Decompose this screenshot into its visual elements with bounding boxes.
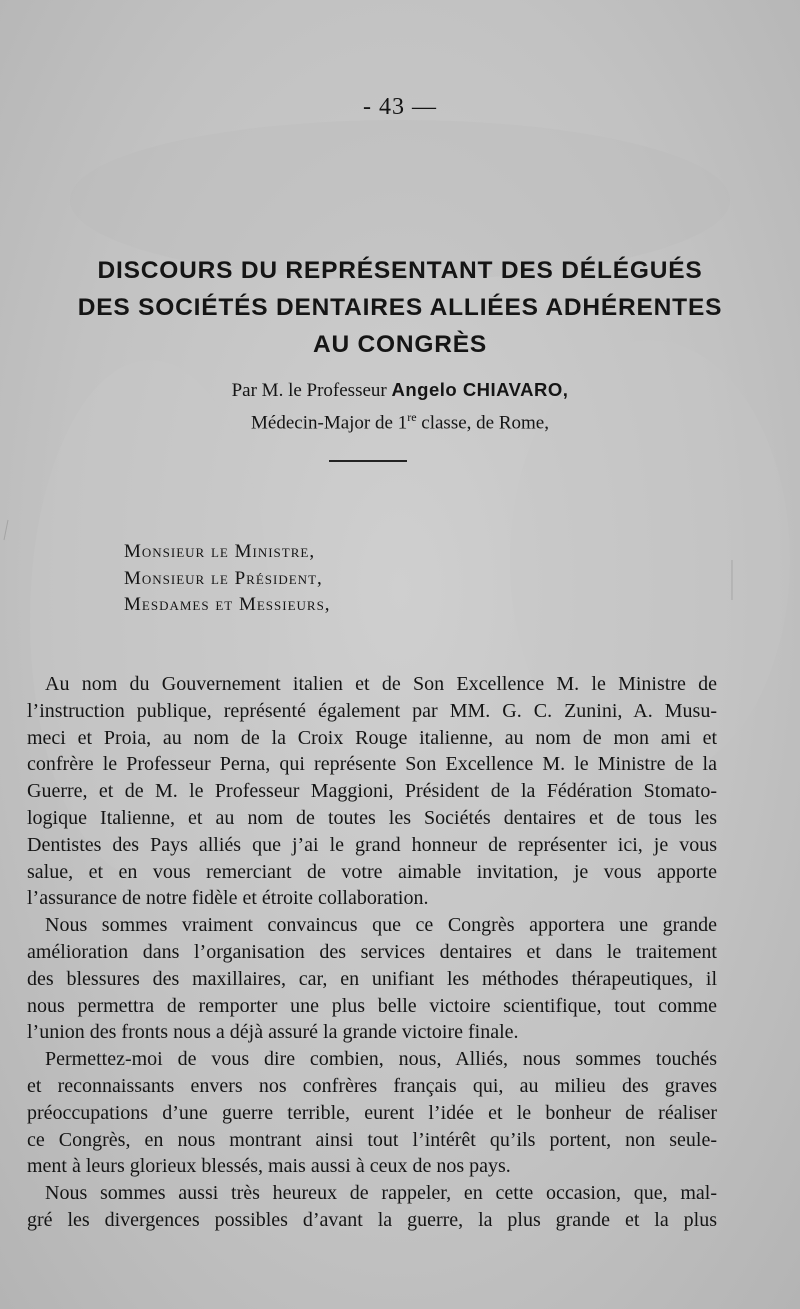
text-line: ment à leurs glorieux blessés, mais aussi à ceux de nos pays. [27, 1155, 511, 1178]
title-line: AU CONGRÈS [312, 331, 488, 358]
text-line: Dentistes des Pays alliés que j’ai le grand honneur de représenter ici, je vous [27, 833, 717, 856]
text-line: Permettez-moi de vous dire combien, nous, Alliés, nous sommes touchés [45, 1048, 717, 1071]
text-line: Guerre, et de M. le Professeur Maggioni, Président de la Fédération Stomato- [27, 780, 717, 803]
text-line: l’union des fronts nous a déjà assuré la grande victoire finale. [27, 1021, 519, 1044]
text-line: gré les divergences possibles d’avant la guerre, la plus grande et la plus [27, 1208, 717, 1231]
text-line: meci et Proia, au nom de la Croix Rouge italienne, au nom de mon ami et [27, 726, 717, 749]
text-line: amélioration dans l’organisation des services dentaires et dans le traitement [27, 940, 717, 963]
text-line: confrère le Professeur Perna, qui représente Son Excellence M. le Ministre de la [27, 753, 717, 776]
paragraph [27, 671, 717, 912]
text-line: Nous sommes vraiment convaincus que ce Congrès apportera une grande [45, 914, 717, 937]
text-line: préoccupations d’une guerre terrible, eurent l’idée et le bonheur de réaliser [27, 1101, 717, 1124]
text-line: et reconnaissants envers nos confrères français qui, au milieu des graves [27, 1074, 717, 1097]
byline [0, 377, 800, 436]
text-line: Nous sommes aussi très heureux de rappeler, en cette occasion, que, mal- [45, 1182, 717, 1205]
salutation-line: Mesdames et Messieurs, [124, 594, 331, 615]
body-text [27, 671, 717, 1234]
byline-role-line [0, 404, 800, 436]
text-line: ce Congrès, en nous montrant ainsi tout l’intérêt qu’ils portent, non seule- [27, 1128, 717, 1151]
text-line: l’assurance de notre fidèle et étroite collaboration. [27, 887, 429, 910]
document-title [40, 252, 760, 363]
role-after: classe, de Rome, [416, 412, 549, 434]
page-number: - 43 — [363, 94, 437, 120]
byline-prefix: Par M. le Professeur [231, 380, 392, 401]
salutation [124, 539, 331, 619]
paragraph [27, 1046, 717, 1180]
byline-author-line [0, 377, 800, 404]
role-superscript: re [407, 410, 417, 424]
title-line: DES SOCIÉTÉS DENTAIRES ALLIÉES ADHÉRENTES [77, 294, 723, 321]
text-line: salue, et en vous remerciant de votre aimable invitation, je vous apporte [27, 860, 717, 883]
role-before: Médecin-Major de 1 [251, 412, 408, 434]
text-line: l’instruction publique, représenté également par MM. G. C. Zunini, A. Musu- [27, 699, 717, 722]
title-line: DISCOURS DU REPRÉSENTANT DES DÉLÉGUÉS [97, 257, 703, 284]
text-line: Au nom du Gouvernement italien et de Son Excellence M. le Ministre de [45, 673, 717, 695]
text-line: des blessures des maxillaires, car, en unifiant les méthodes thérapeutiques, il [27, 967, 717, 990]
author-name: Angelo CHIAVARO, [391, 379, 569, 400]
paragraph [27, 1180, 717, 1234]
text-line: logique Italienne, et au nom de toutes les Sociétés dentaires et de tous les [27, 806, 717, 829]
salutation-line: Monsieur le Président, [124, 567, 323, 589]
text-line: nous permettra de remporter une plus belle victoire scientifique, tout comme [27, 994, 717, 1017]
separator-rule [329, 460, 407, 462]
salutation-line: Monsieur le Ministre, [124, 541, 316, 562]
paragraph [27, 912, 717, 1046]
